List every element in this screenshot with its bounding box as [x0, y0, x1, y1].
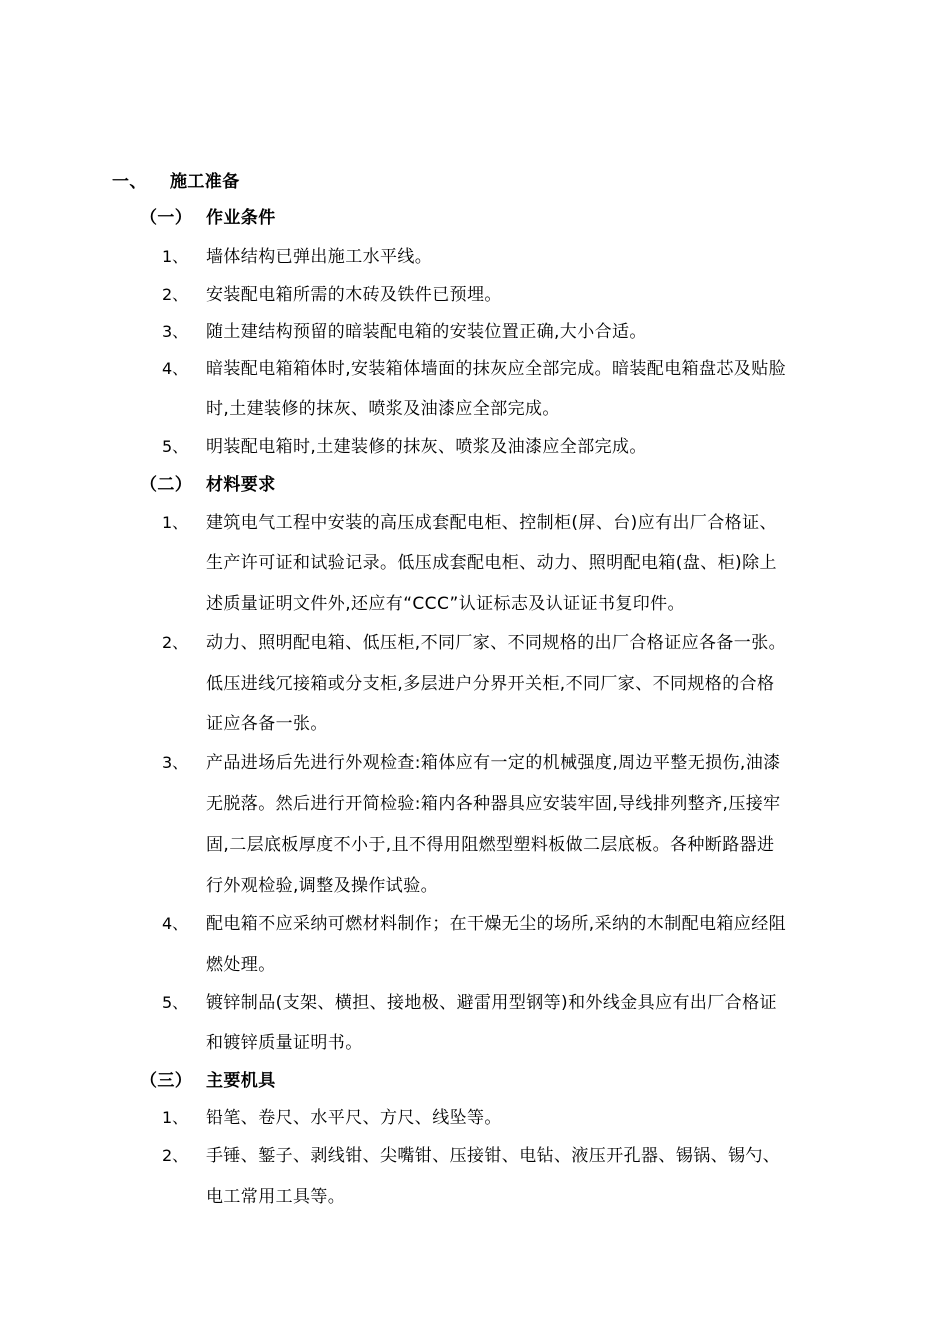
subsection-title: 材料要求	[206, 475, 276, 495]
item-text: 燃处理。	[206, 955, 276, 975]
item-number: 5、	[162, 437, 189, 456]
item-number: 4、	[162, 359, 189, 378]
item-text: 建筑电气工程中安装的高压成套配电柜、控制柜(屏、台)应有出厂合格证、	[206, 513, 777, 533]
item-number: 3、	[162, 322, 189, 341]
item-text: 生产许可证和试验记录。低压成套配电柜、动力、照明配电箱(盘、柜)除上	[206, 553, 777, 573]
subsection-number: （二）	[140, 475, 193, 495]
item-number: 2、	[162, 633, 189, 652]
item-number: 4、	[162, 914, 189, 933]
section-number: 一、	[112, 172, 147, 192]
item-number: 3、	[162, 753, 189, 772]
item-text: 安装配电箱所需的木砖及铁件已预埋。	[206, 285, 502, 305]
item-number: 2、	[162, 285, 189, 304]
item-text: 和镀锌质量证明书。	[206, 1033, 363, 1053]
subsection-title: 主要机具	[206, 1071, 276, 1091]
item-number: 5、	[162, 993, 189, 1012]
item-text: 时,土建装修的抹灰、喷浆及油漆应全部完成。	[206, 399, 560, 419]
item-text: 配电箱不应采纳可燃材料制作；在干燥无尘的场所,采纳的木制配电箱应经阻	[206, 914, 787, 934]
subsection-number: （一）	[140, 208, 193, 228]
subsection-title: 作业条件	[206, 208, 276, 228]
item-text: 产品进场后先进行外观检查:箱体应有一定的机械强度,周边平整无损伤,油漆	[206, 753, 781, 773]
item-number: 1、	[162, 247, 189, 266]
subsection-number: （三）	[140, 1071, 193, 1091]
item-number: 1、	[162, 513, 189, 532]
item-number: 2、	[162, 1146, 189, 1165]
item-text: 低压进线冗接箱或分支柜,多层进户分界开关柜,不同厂家、不同规格的合格	[206, 674, 775, 694]
item-text: 暗装配电箱箱体时,安装箱体墙面的抹灰应全部完成。暗装配电箱盘芯及贴脸	[206, 359, 787, 379]
item-text: 电工常用工具等。	[206, 1187, 346, 1207]
item-text: 手锤、錾子、剥线钳、尖嘴钳、压接钳、电钻、液压开孔器、锡锅、锡勺、	[206, 1146, 781, 1166]
item-text: 无脱落。然后进行开简检验:箱内各种器具应安装牢固,导线排列整齐,压接牢	[206, 794, 781, 814]
item-text: 行外观检验,调整及操作试验。	[206, 876, 439, 896]
item-text: 铅笔、卷尺、水平尺、方尺、线坠等。	[206, 1108, 502, 1128]
item-text: 证应各备一张。	[206, 714, 328, 734]
item-text: 镀锌制品(支架、横担、接地极、避雷用型钢等)和外线金具应有出厂合格证	[206, 993, 777, 1013]
item-text: 述质量证明文件外,还应有“CCC”认证标志及认证证书复印件。	[206, 594, 685, 614]
item-text: 动力、照明配电箱、低压柜,不同厂家、不同规格的出厂合格证应各备一张。	[206, 633, 787, 653]
item-text: 墙体结构已弹出施工水平线。	[206, 247, 433, 267]
section-title: 施工准备	[170, 172, 240, 192]
item-text: 固,二层底板厚度不小于,且不得用阻燃型塑料板做二层底板。各种断路器进	[206, 835, 775, 855]
item-number: 1、	[162, 1108, 189, 1127]
item-text: 随土建结构预留的暗装配电箱的安装位置正确,大小合适。	[206, 322, 647, 342]
item-text: 明装配电箱时,土建装修的抹灰、喷浆及油漆应全部完成。	[206, 437, 647, 457]
